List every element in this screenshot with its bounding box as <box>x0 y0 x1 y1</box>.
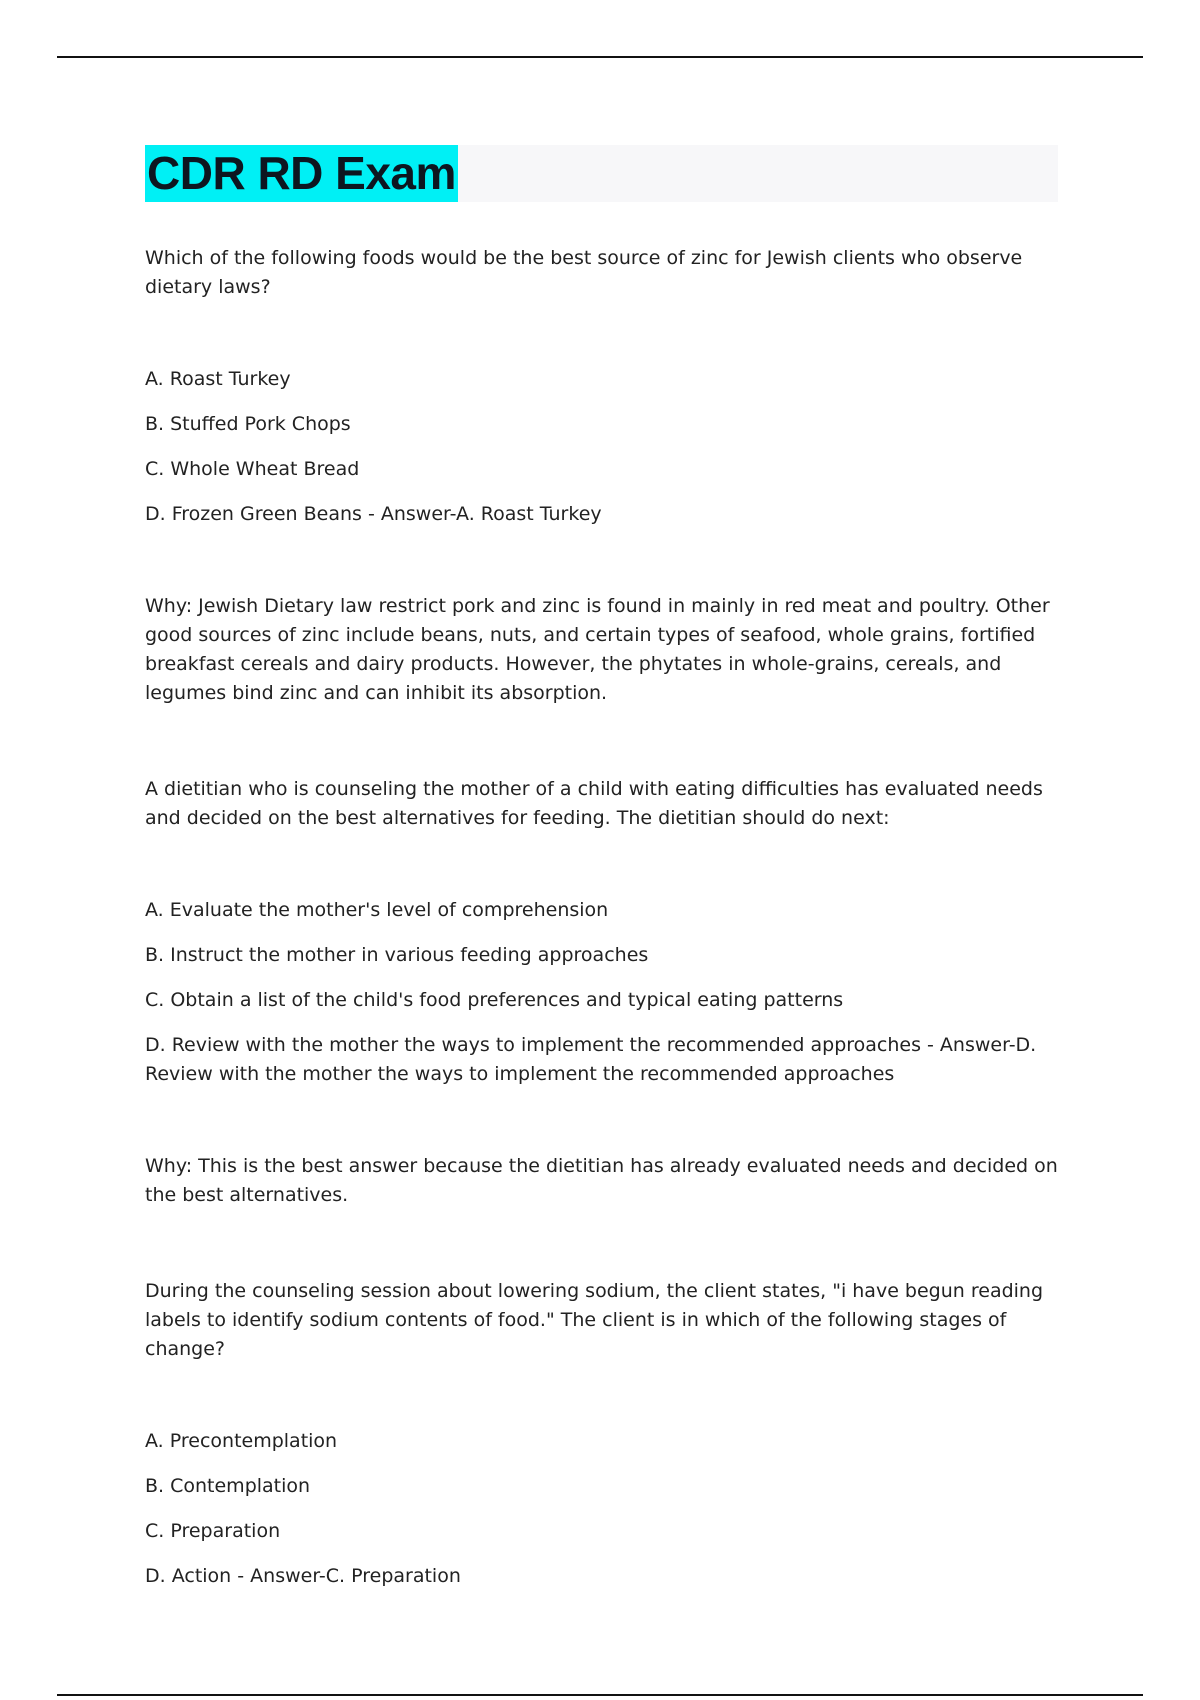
answer-option: C. Whole Wheat Bread <box>145 458 360 480</box>
answer-options <box>145 365 1065 529</box>
document-title: CDR RD Exam <box>145 145 458 202</box>
answer-option: A. Roast Turkey <box>145 368 291 390</box>
footer-rule <box>57 1694 1143 1696</box>
explanation-text: Why: Jewish Dietary law restrict pork and zinc is found in mainly in red meat and poultry. Other good sources of zinc include beans, nuts, and certain types of seafood, whole grains, fortified breakfast cereals and dairy products. However, the phytates in whole-grains, cereals, and legumes bind zinc and can inhibit its absorption. <box>145 595 1050 704</box>
answer-option: B. Instruct the mother in various feeding approaches <box>145 944 649 966</box>
answer-option-with-answer: D. Review with the mother the ways to implement the recommended approaches - Answer-D. Review with the mother the ways to implement the recommended approaches <box>145 1034 1037 1085</box>
answer-option: A. Precontemplation <box>145 1430 338 1452</box>
answer-option-with-answer: D. Frozen Green Beans - Answer-A. Roast Turkey <box>145 503 602 525</box>
answer-option: A. Evaluate the mother's level of comprehension <box>145 899 609 921</box>
answer-options <box>145 1427 1065 1591</box>
answer-option: B. Contemplation <box>145 1475 311 1497</box>
question-block <box>145 1277 1065 1591</box>
document-body <box>145 244 1065 1591</box>
question-text: A dietitian who is counseling the mother of a child with eating difficulties has evaluated needs and decided on the best alternatives for feeding. The dietitian should do next: <box>145 778 1043 829</box>
answer-option-with-answer: D. Action - Answer-C. Preparation <box>145 1565 461 1587</box>
answer-option: B. Stuffed Pork Chops <box>145 413 351 435</box>
header-rule <box>57 56 1143 58</box>
explanation-text: Why: This is the best answer because the dietitian has already evaluated needs and decided on the best alternatives. <box>145 1155 1058 1206</box>
answer-option: C. Preparation <box>145 1520 281 1542</box>
answer-options <box>145 896 1065 1089</box>
question-text: Which of the following foods would be the best source of zinc for Jewish clients who observe dietary laws? <box>145 247 1023 298</box>
question-text: During the counseling session about lowering sodium, the client states, "i have begun reading labels to identify sodium contents of food." The client is in which of the following stages of change? <box>145 1280 1044 1360</box>
question-block <box>145 775 1065 1210</box>
answer-option: C. Obtain a list of the child's food preferences and typical eating patterns <box>145 989 844 1011</box>
question-block <box>145 244 1065 708</box>
